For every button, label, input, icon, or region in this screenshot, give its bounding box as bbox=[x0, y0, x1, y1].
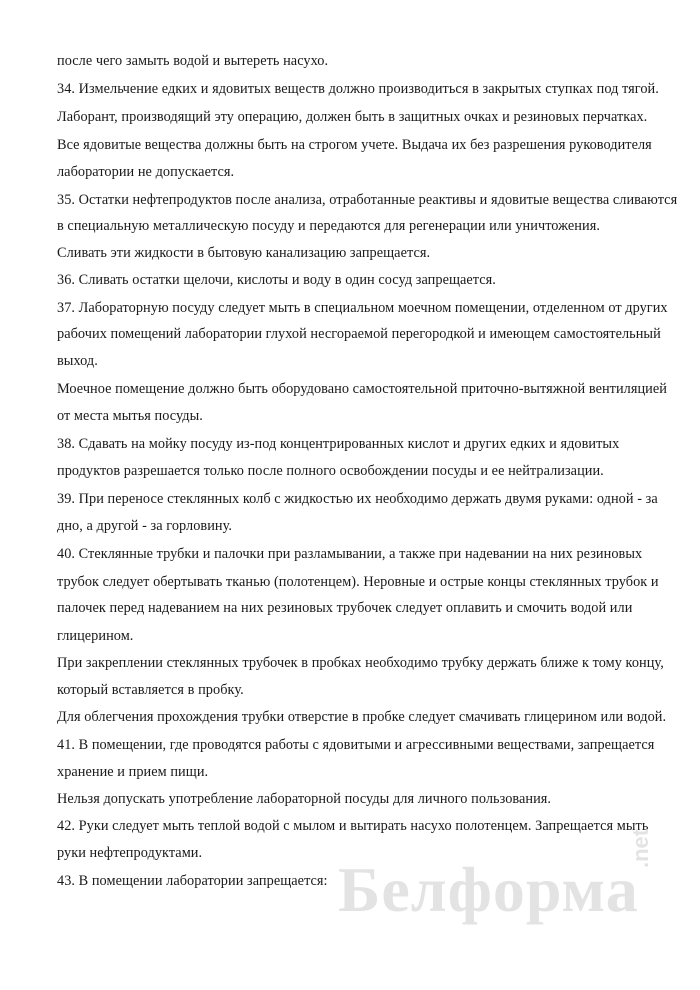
text-line: При закреплении стеклянных трубочек в пробках необходимо трубку держать ближе к тому концу, bbox=[57, 655, 664, 671]
text-line: от места мытья посуды. bbox=[57, 408, 203, 424]
text-line: руки нефтепродуктами. bbox=[57, 845, 203, 861]
text-line: Сливать эти жидкости в бытовую канализацию запрещается. bbox=[57, 245, 431, 261]
text-line: который вставляется в пробку. bbox=[57, 682, 244, 698]
text-line: Моечное помещение должно быть оборудовано самостоятельной приточно-вытяжной вентиляцией bbox=[57, 381, 667, 397]
text-line: Все ядовитые вещества должны быть на строгом учете. Выдача их без разрешения руководителя bbox=[57, 137, 652, 153]
text-line: Лаборант, производящий эту операцию, должен быть в защитных очках и резиновых перчатках. bbox=[57, 109, 648, 125]
text-line: 41. В помещении, где проводятся работы с ядовитыми и агрессивными веществами, запрещается bbox=[57, 737, 655, 753]
text-line: продуктов разрешается только после полного освобождении посуды и ее нейтрализации. bbox=[57, 463, 604, 479]
text-line: трубок следует обертывать тканью (полотенцем). Неровные и острые концы стеклянных трубок и bbox=[57, 574, 659, 590]
text-line: рабочих помещений лаборатории глухой несгораемой перегородкой и имеющем самостоятельный bbox=[57, 326, 661, 342]
text-line: 34. Измельчение едких и ядовитых веществ должно производиться в закрытых ступках под тягой. bbox=[57, 81, 659, 97]
text-line: выход. bbox=[57, 353, 98, 369]
text-line: 43. В помещении лаборатории запрещается: bbox=[57, 873, 328, 889]
watermark-logo: Белформа bbox=[338, 854, 639, 925]
text-line: глицерином. bbox=[57, 628, 134, 644]
text-line: Для облегчения прохождения трубки отверстие в пробке следует смачивать глицерином или водой. bbox=[57, 709, 667, 725]
text-line: лаборатории не допускается. bbox=[57, 164, 235, 180]
text-line: в специальную металлическую посуду и передаются для регенерации или уничтожения. bbox=[57, 218, 600, 234]
text-line: 37. Лабораторную посуду следует мыть в специальном моечном помещении, отделенном от других bbox=[57, 300, 668, 316]
text-line: хранение и прием пищи. bbox=[57, 764, 209, 780]
text-line: после чего замыть водой и вытереть насухо. bbox=[57, 53, 329, 69]
text-line: дно, а другой - за горловину. bbox=[57, 518, 233, 534]
text-line: палочек перед надеванием на них резиновых трубочек следует оплавить и смочить водой или bbox=[57, 600, 633, 616]
text-line: 42. Руки следует мыть теплой водой с мылом и вытирать насухо полотенцем. Запрещается мыть bbox=[57, 818, 649, 834]
text-line: 39. При переносе стеклянных колб с жидкостью их необходимо держать двумя руками: одной - за bbox=[57, 491, 658, 507]
text-line: 36. Сливать остатки щелочи, кислоты и воду в один сосуд запрещается. bbox=[57, 272, 496, 288]
text-line: Нельзя допускать употребление лабораторной посуды для личного пользования. bbox=[57, 791, 552, 807]
text-line: 35. Остатки нефтепродуктов после анализа, отработанные реактивы и ядовитые вещества сливаются bbox=[57, 192, 678, 208]
watermark-suffix: .net bbox=[628, 828, 653, 868]
text-line: 40. Стеклянные трубки и палочки при разламывании, а также при надевании на них резиновых bbox=[57, 546, 643, 562]
text-line: 38. Сдавать на мойку посуду из-под концентрированных кислот и других едких и ядовитых bbox=[57, 436, 620, 452]
